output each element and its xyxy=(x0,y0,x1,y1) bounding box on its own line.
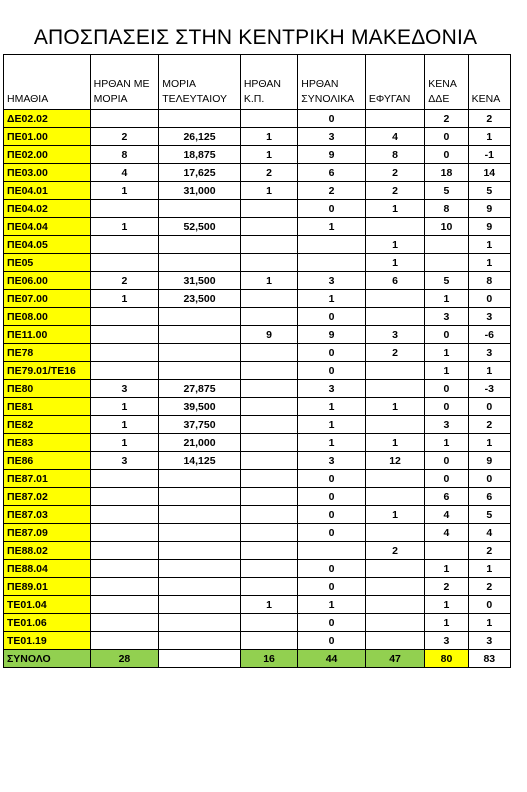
table-body xyxy=(4,110,511,650)
table-cell: 14,125 xyxy=(159,452,241,470)
table-row xyxy=(4,488,511,506)
table-cell xyxy=(90,110,159,128)
table-cell: 0 xyxy=(298,524,366,542)
table-cell xyxy=(90,596,159,614)
table-cell xyxy=(159,344,241,362)
table-row xyxy=(4,128,511,146)
table-cell: 0 xyxy=(425,128,468,146)
table-cell: 0 xyxy=(298,470,366,488)
table-row xyxy=(4,146,511,164)
header-row xyxy=(4,55,511,110)
table-cell xyxy=(240,398,297,416)
table-cell xyxy=(240,614,297,632)
table-row xyxy=(4,452,511,470)
table-cell xyxy=(240,578,297,596)
table-row xyxy=(4,218,511,236)
table-cell xyxy=(240,308,297,326)
table-cell xyxy=(240,542,297,560)
table-row xyxy=(4,506,511,524)
table-cell: 1 xyxy=(468,614,510,632)
table-cell xyxy=(365,488,424,506)
table-cell: 1 xyxy=(468,362,510,380)
table-cell xyxy=(240,254,297,272)
row-label: ΠΕ83 xyxy=(4,434,91,452)
row-label: ΠΕ02.00 xyxy=(4,146,91,164)
table-cell xyxy=(159,362,241,380)
table-cell xyxy=(90,488,159,506)
column-header: ΚΕΝΑ xyxy=(468,55,510,110)
table-cell: 1 xyxy=(240,272,297,290)
table-cell: 3 xyxy=(298,272,366,290)
table-cell: 1 xyxy=(425,614,468,632)
row-label: ΠΕ86 xyxy=(4,452,91,470)
table-cell: 9 xyxy=(298,326,366,344)
row-label: ΤΕ01.04 xyxy=(4,596,91,614)
table-cell: 2 xyxy=(240,164,297,182)
table-cell xyxy=(240,488,297,506)
table-row xyxy=(4,164,511,182)
table-cell: 1 xyxy=(298,596,366,614)
table-cell: 1 xyxy=(90,398,159,416)
table-row xyxy=(4,110,511,128)
table-cell: 1 xyxy=(468,434,510,452)
secondments-table xyxy=(3,54,511,668)
table-cell: 4 xyxy=(365,128,424,146)
row-label: ΠΕ04.01 xyxy=(4,182,91,200)
table-cell xyxy=(240,380,297,398)
table-cell xyxy=(240,452,297,470)
row-label: ΠΕ80 xyxy=(4,380,91,398)
table-cell: 1 xyxy=(240,128,297,146)
table-cell: 6 xyxy=(298,164,366,182)
table-cell xyxy=(425,542,468,560)
table-cell: 0 xyxy=(298,488,366,506)
table-cell xyxy=(90,578,159,596)
table-cell xyxy=(90,236,159,254)
table-cell: 5 xyxy=(425,182,468,200)
table-cell: 1 xyxy=(90,416,159,434)
table-cell xyxy=(240,416,297,434)
column-header: ΗΜΑΘΙΑ xyxy=(4,55,91,110)
table-cell: 8 xyxy=(468,272,510,290)
table-cell: 1 xyxy=(468,254,510,272)
total-row xyxy=(4,650,511,668)
table-row xyxy=(4,236,511,254)
table-cell: 0 xyxy=(425,380,468,398)
table-cell: 9 xyxy=(468,218,510,236)
table-cell xyxy=(90,362,159,380)
table-cell xyxy=(298,254,366,272)
table-cell: 3 xyxy=(298,380,366,398)
row-label: ΠΕ79.01/ΤΕ16 xyxy=(4,362,91,380)
column-header: ΜΟΡΙΑ ΤΕΛΕΥΤΑΙΟΥ xyxy=(159,55,241,110)
table-row xyxy=(4,470,511,488)
table-cell: 5 xyxy=(468,506,510,524)
table-cell xyxy=(240,362,297,380)
row-label: ΠΕ78 xyxy=(4,344,91,362)
table-cell: 0 xyxy=(468,470,510,488)
table-cell: 0 xyxy=(298,308,366,326)
table-cell xyxy=(159,560,241,578)
table-cell: 1 xyxy=(425,596,468,614)
table-cell xyxy=(240,236,297,254)
table-cell xyxy=(159,200,241,218)
row-label: ΠΕ87.03 xyxy=(4,506,91,524)
table-cell: 3 xyxy=(90,380,159,398)
table-cell: 1 xyxy=(90,290,159,308)
table-row xyxy=(4,362,511,380)
table-cell: 2 xyxy=(468,542,510,560)
table-cell: 1 xyxy=(468,128,510,146)
table-cell xyxy=(240,434,297,452)
table-cell: 2 xyxy=(425,578,468,596)
table-cell: 44 xyxy=(298,650,366,668)
table-cell: 31,000 xyxy=(159,182,241,200)
row-label: ΠΕ04.04 xyxy=(4,218,91,236)
column-header: ΗΡΘΑΝ ΣΥΝΟΛΙΚΑ xyxy=(298,55,366,110)
table-cell: 28 xyxy=(90,650,159,668)
table-cell: 1 xyxy=(298,434,366,452)
table-cell xyxy=(90,344,159,362)
table-cell: 0 xyxy=(425,146,468,164)
table-cell: 0 xyxy=(298,362,366,380)
table-cell: -6 xyxy=(468,326,510,344)
table-cell xyxy=(159,236,241,254)
table-cell: 1 xyxy=(90,182,159,200)
table-cell: 3 xyxy=(425,308,468,326)
table-cell xyxy=(159,470,241,488)
table-cell xyxy=(240,200,297,218)
table-cell xyxy=(159,308,241,326)
table-cell: 1 xyxy=(240,182,297,200)
table-cell: 8 xyxy=(90,146,159,164)
table-row xyxy=(4,614,511,632)
table-cell: 1 xyxy=(240,596,297,614)
table-cell: 0 xyxy=(298,506,366,524)
table-row xyxy=(4,344,511,362)
table-cell: 6 xyxy=(365,272,424,290)
table-cell: 26,125 xyxy=(159,128,241,146)
table-cell xyxy=(365,362,424,380)
table-cell xyxy=(159,488,241,506)
row-label: ΠΕ11.00 xyxy=(4,326,91,344)
table-cell: 8 xyxy=(425,200,468,218)
table-cell: 3 xyxy=(365,326,424,344)
table-cell: 1 xyxy=(298,290,366,308)
table-cell: 0 xyxy=(298,344,366,362)
table-cell xyxy=(365,416,424,434)
table-cell xyxy=(90,560,159,578)
table-cell xyxy=(159,542,241,560)
table-cell: 31,500 xyxy=(159,272,241,290)
table-cell: 5 xyxy=(425,272,468,290)
table-cell xyxy=(365,380,424,398)
table-cell xyxy=(90,200,159,218)
row-label: ΔΕ02.02 xyxy=(4,110,91,128)
table-cell: 2 xyxy=(468,578,510,596)
row-label: ΠΕ89.01 xyxy=(4,578,91,596)
table-cell xyxy=(240,524,297,542)
row-label: ΠΕ88.02 xyxy=(4,542,91,560)
row-label: ΠΕ04.02 xyxy=(4,200,91,218)
table-cell: 2 xyxy=(298,182,366,200)
table-cell: 80 xyxy=(425,650,468,668)
table-cell xyxy=(90,308,159,326)
table-cell: 1 xyxy=(365,434,424,452)
table-cell: 39,500 xyxy=(159,398,241,416)
table-cell xyxy=(365,632,424,650)
table-row xyxy=(4,434,511,452)
table-cell xyxy=(159,524,241,542)
table-cell xyxy=(90,632,159,650)
table-row xyxy=(4,560,511,578)
row-label: ΠΕ88.04 xyxy=(4,560,91,578)
table-cell: 1 xyxy=(365,200,424,218)
table-cell xyxy=(365,524,424,542)
table-cell: 1 xyxy=(425,434,468,452)
row-label: ΠΕ04.05 xyxy=(4,236,91,254)
table-cell xyxy=(159,254,241,272)
table-row xyxy=(4,326,511,344)
table-cell: 1 xyxy=(298,218,366,236)
table-cell xyxy=(90,326,159,344)
table-cell xyxy=(425,254,468,272)
table-cell xyxy=(240,290,297,308)
table-cell xyxy=(298,542,366,560)
table-cell: 52,500 xyxy=(159,218,241,236)
table-cell: 1 xyxy=(365,254,424,272)
table-cell: 1 xyxy=(240,146,297,164)
table-cell: 9 xyxy=(298,146,366,164)
table-cell xyxy=(159,326,241,344)
row-label: ΠΕ81 xyxy=(4,398,91,416)
table-row xyxy=(4,182,511,200)
table-cell: 9 xyxy=(468,200,510,218)
table-cell xyxy=(240,110,297,128)
table-cell: 4 xyxy=(425,506,468,524)
table-cell: -1 xyxy=(468,146,510,164)
table-cell xyxy=(159,578,241,596)
table-cell: 1 xyxy=(468,236,510,254)
table-cell xyxy=(365,308,424,326)
table-cell: 1 xyxy=(365,506,424,524)
table-row xyxy=(4,272,511,290)
table-cell: 0 xyxy=(468,596,510,614)
table-cell: 0 xyxy=(468,398,510,416)
table-cell xyxy=(90,254,159,272)
page-title: ΑΠΟΣΠΑΣΕΙΣ ΣΤΗΝ ΚΕΝΤΡΙΚΗ ΜΑΚΕΔΟΝΙΑ xyxy=(33,26,478,49)
table-cell: 3 xyxy=(298,128,366,146)
table-cell xyxy=(90,470,159,488)
table-cell: 0 xyxy=(298,110,366,128)
table-cell xyxy=(365,578,424,596)
table-cell: 1 xyxy=(298,416,366,434)
table-cell: 6 xyxy=(425,488,468,506)
table-row xyxy=(4,542,511,560)
table-cell: 0 xyxy=(298,632,366,650)
table-cell: 1 xyxy=(425,560,468,578)
table-cell xyxy=(365,560,424,578)
column-header: ΗΡΘΑΝ ΜΕ ΜΟΡΙΑ xyxy=(90,55,159,110)
table-cell: 0 xyxy=(425,326,468,344)
table-cell: 37,750 xyxy=(159,416,241,434)
table-cell: 16 xyxy=(240,650,297,668)
table-cell xyxy=(240,506,297,524)
table-cell: 12 xyxy=(365,452,424,470)
table-row xyxy=(4,290,511,308)
table-cell: 2 xyxy=(365,344,424,362)
table-cell xyxy=(298,236,366,254)
table-cell xyxy=(365,614,424,632)
row-label: ΠΕ82 xyxy=(4,416,91,434)
table-cell xyxy=(90,542,159,560)
table-cell: 2 xyxy=(365,164,424,182)
row-label: ΠΕ07.00 xyxy=(4,290,91,308)
table-row xyxy=(4,380,511,398)
table-cell: -3 xyxy=(468,380,510,398)
table-cell: 3 xyxy=(425,416,468,434)
table-cell xyxy=(365,218,424,236)
table-cell xyxy=(365,110,424,128)
table-cell: 17,625 xyxy=(159,164,241,182)
table-row xyxy=(4,200,511,218)
table-cell: 3 xyxy=(90,452,159,470)
table-cell: 18 xyxy=(425,164,468,182)
table-cell: 1 xyxy=(425,290,468,308)
table-cell: 3 xyxy=(468,308,510,326)
table-cell xyxy=(159,632,241,650)
table-row xyxy=(4,596,511,614)
table-cell xyxy=(90,614,159,632)
table-cell: 0 xyxy=(425,470,468,488)
total-label: ΣΥΝΟΛΟ xyxy=(4,650,91,668)
table-cell: 2 xyxy=(468,416,510,434)
table-cell: 2 xyxy=(425,110,468,128)
row-label: ΠΕ08.00 xyxy=(4,308,91,326)
table-cell: 1 xyxy=(425,344,468,362)
table-cell: 4 xyxy=(425,524,468,542)
table-cell: 0 xyxy=(298,578,366,596)
table-cell: 1 xyxy=(425,362,468,380)
table-cell xyxy=(159,650,241,668)
table-cell: 2 xyxy=(365,542,424,560)
table-cell xyxy=(90,524,159,542)
table-cell xyxy=(240,470,297,488)
table-cell: 0 xyxy=(298,200,366,218)
row-label: ΠΕ03.00 xyxy=(4,164,91,182)
table-row xyxy=(4,524,511,542)
table-cell: 27,875 xyxy=(159,380,241,398)
table-cell xyxy=(159,596,241,614)
table-cell: 0 xyxy=(425,398,468,416)
row-label: ΠΕ87.09 xyxy=(4,524,91,542)
table-cell xyxy=(159,110,241,128)
table-cell: 3 xyxy=(298,452,366,470)
table-row xyxy=(4,632,511,650)
table-cell xyxy=(159,506,241,524)
row-label: ΠΕ05 xyxy=(4,254,91,272)
table-cell: 83 xyxy=(468,650,510,668)
table-row xyxy=(4,398,511,416)
row-label: ΠΕ06.00 xyxy=(4,272,91,290)
table-row xyxy=(4,416,511,434)
table-cell xyxy=(425,236,468,254)
table-cell: 4 xyxy=(90,164,159,182)
table-cell: 1 xyxy=(365,236,424,254)
table-cell: 0 xyxy=(468,290,510,308)
table-cell: 18,875 xyxy=(159,146,241,164)
table-cell: 9 xyxy=(240,326,297,344)
table-cell: 0 xyxy=(298,614,366,632)
table-row xyxy=(4,308,511,326)
table-cell: 1 xyxy=(90,218,159,236)
table-cell xyxy=(240,218,297,236)
column-header: ΕΦΥΓΑΝ xyxy=(365,55,424,110)
table-cell: 3 xyxy=(468,344,510,362)
table-cell: 14 xyxy=(468,164,510,182)
table-cell: 0 xyxy=(298,560,366,578)
table-cell: 1 xyxy=(298,398,366,416)
table-cell: 47 xyxy=(365,650,424,668)
table-cell: 3 xyxy=(468,632,510,650)
row-label: ΤΕ01.06 xyxy=(4,614,91,632)
table-cell: 1 xyxy=(468,560,510,578)
table-cell: 21,000 xyxy=(159,434,241,452)
row-label: ΤΕ01.19 xyxy=(4,632,91,650)
column-header: ΚΕΝΑ ΔΔΕ xyxy=(425,55,468,110)
table-cell: 23,500 xyxy=(159,290,241,308)
row-label: ΠΕ87.01 xyxy=(4,470,91,488)
table-cell: 8 xyxy=(365,146,424,164)
table-cell: 1 xyxy=(90,434,159,452)
table-cell: 0 xyxy=(425,452,468,470)
table-cell xyxy=(365,470,424,488)
table-cell: 6 xyxy=(468,488,510,506)
table-cell xyxy=(240,560,297,578)
table-cell: 2 xyxy=(468,110,510,128)
table-row xyxy=(4,254,511,272)
table-cell xyxy=(90,506,159,524)
table-cell xyxy=(240,344,297,362)
table-cell xyxy=(159,614,241,632)
table-cell: 3 xyxy=(425,632,468,650)
row-label: ΠΕ87.02 xyxy=(4,488,91,506)
table-cell xyxy=(365,596,424,614)
table-cell xyxy=(240,632,297,650)
column-header: ΗΡΘΑΝ Κ.Π. xyxy=(240,55,297,110)
table-cell: 4 xyxy=(468,524,510,542)
row-label: ΠΕ01.00 xyxy=(4,128,91,146)
table-cell: 2 xyxy=(365,182,424,200)
table-cell: 10 xyxy=(425,218,468,236)
table-cell: 9 xyxy=(468,452,510,470)
table-cell: 1 xyxy=(365,398,424,416)
table-cell: 2 xyxy=(90,128,159,146)
table-row xyxy=(4,578,511,596)
table-cell xyxy=(365,290,424,308)
table-cell: 2 xyxy=(90,272,159,290)
table-cell: 5 xyxy=(468,182,510,200)
